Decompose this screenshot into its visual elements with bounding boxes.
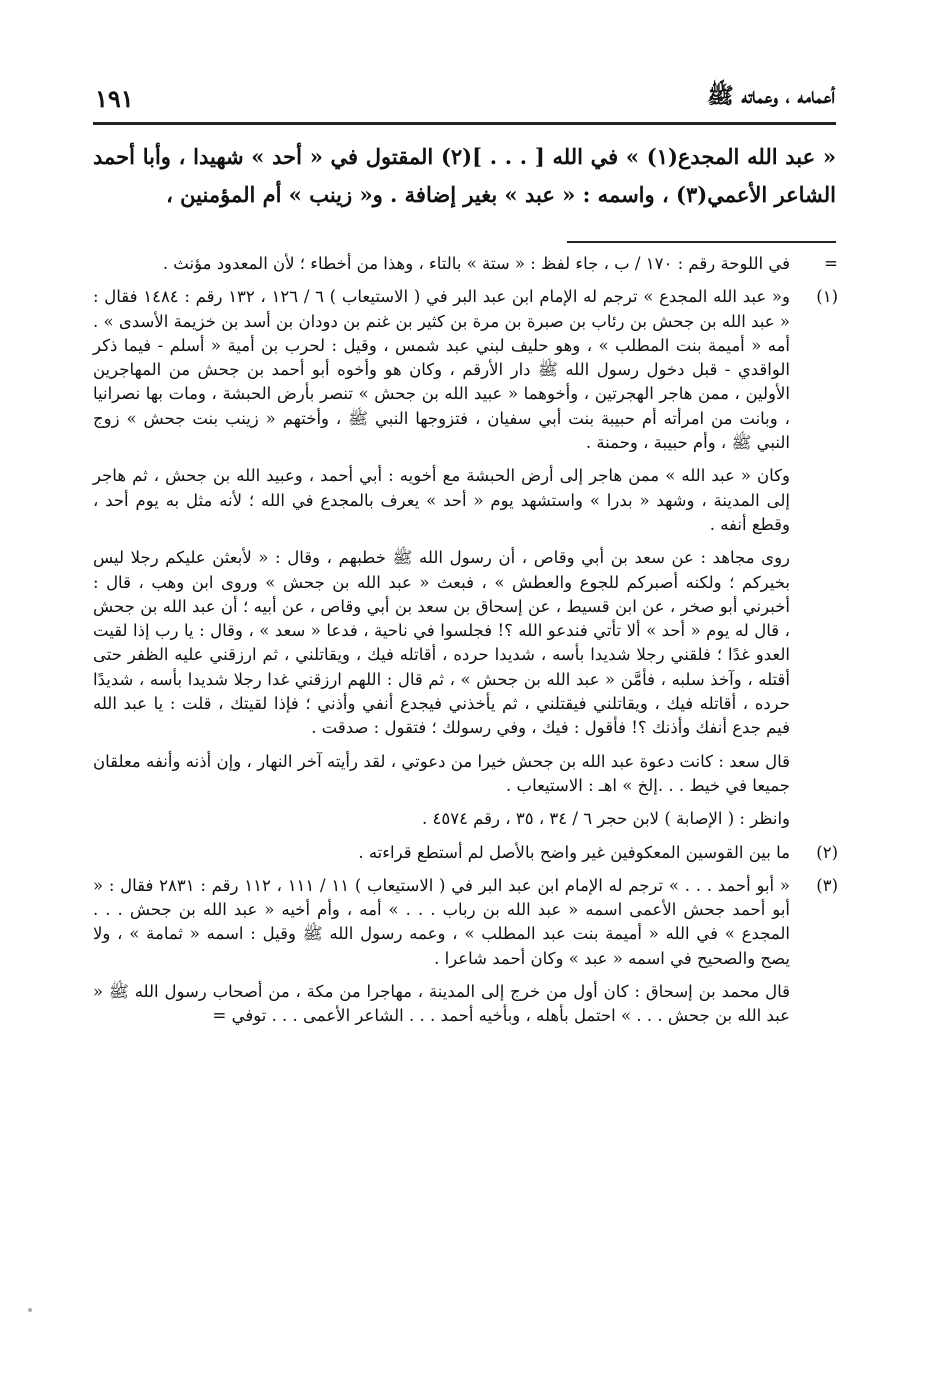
footnote-paragraph: ما بين القوسين المعكوفين غير واضح بالأصل لم أستطع قراءته . bbox=[358, 842, 790, 862]
footnote-paragraph: وانظر : ( الإصابة ) لابن حجر ٦ / ٣٤ ، ٣٥ ، رقم ٤٥٧٤ . bbox=[421, 809, 790, 829]
footnote bbox=[93, 874, 838, 1029]
running-header bbox=[95, 78, 835, 118]
footnote-body bbox=[93, 841, 790, 865]
footnote-body bbox=[93, 252, 790, 276]
footnote-marker: = bbox=[824, 254, 838, 273]
footnote-paragraph: قال محمد بن إسحاق : كان أول من خرج إلى المدينة ، مهاجرا من مكة ، من أصحاب رسول الله ﷺ « عبد الله بن جحش . . . » احتمل بأهله ، وبأخيه أحمد . . . الشاعر الأعمى . . . توفي = bbox=[93, 982, 790, 1026]
footnote-paragraph: روى مجاهد : عن سعد بن أبي وقاص ، أن رسول الله ﷺ خطبهم ، وقال : « لأبعثن عليكم رجلا ليس بخيركم ؛ ولكنه أصبركم للجوع والعطش » ، فبعث « عبد الله بن جحش » وروى ابن وهب ، قال : أخبرني أبو صخر ، عن ابن قسيط ، عن إسحاق بن سعد بن أبي وقاص ، عن أبيه ؛ أن عبد الله بن جحش ، قال له يوم « أحد » ألا تأتي فندعو الله ؟! فجلسوا في ناحية ، فدعا « سعد » ، وقال : يا رب إذا لقيت العدو غدًا ؛ فلقني رجلا شديدا بأسه ، شديدا حرده ، أقاتله فيك ، ويقاتلني ، ثم ارزقني عليه الظفر حتى أقتله ، وآخذ سلبه ، فأمَّن « عبد الله بن جحش » ، ثم قال : اللهم ارزقني غدا رجلا شديدا بأسه ، شديدًا حرده ، أقاتله فيك ، ويقاتلني فيقتلني ، ثم يأخذني فيجدع أنفي وأذني ؛ فإذا لقيتك ، قلت : يا عبد الله فيم جدع أنفك وأذنك ؟! فأقول : فيك ، وفي رسولك ؛ فتقول : صدقت . bbox=[93, 548, 790, 738]
running-title: أعمامه ، وعماته ﷺ bbox=[707, 83, 835, 109]
footnote-paragraph: قال سعد : كانت دعوة عبد الله بن جحش خيرا من دعوتي ، لقد رأيته آخر النهار ، وإن أذنه وأنفه معلقان جميعا في خيط . . .إلخ » اهـ : الاستيعاب . bbox=[93, 751, 790, 795]
footnote-body bbox=[93, 285, 790, 831]
footnote-marker: (١) bbox=[816, 287, 838, 307]
footnote bbox=[93, 285, 838, 831]
footnote bbox=[93, 252, 838, 276]
page-number: ١٩١ bbox=[95, 83, 134, 113]
header-rule bbox=[93, 122, 836, 125]
footnote-paragraph: « أبو أحمد . . . » ترجم له الإمام ابن عبد البر في ( الاستيعاب ) ١١ / ١١١ ، ١١٢ رقم : ٢٨٣١ فقال : « أبو أحمد جحش الأعمى اسمه « عبد الله بن رباب . . . » أمه ، وأم أخيه « عبد الله بن جحش . . . المجدع » في الله « أميمة بنت عبد المطلب » ، وعمه رسول الله ﷺ وقيل : اسمه « ثمامة » ، ولا يصح والصحيح في اسمه « عبد » وكان أحمد شاعرا . bbox=[93, 875, 790, 968]
footnotes bbox=[93, 252, 838, 1038]
footnote-separator bbox=[567, 241, 836, 243]
margin-speck bbox=[28, 1308, 32, 1312]
main-paragraph: « عبد الله المجدع(١) » في الله [ . . . ](٢) المقتول في « أحد » شهيدا ، وأبا أحمد الشاعر الأعمي(٣) ، واسمه : « عبد » بغير إضافة . و« زينب » أم المؤمنين ، bbox=[93, 144, 836, 207]
footnote-marker: (٢) bbox=[816, 842, 838, 862]
footnote-marker: (٣) bbox=[816, 875, 838, 895]
footnote-paragraph: و« عبد الله المجدع » ترجم له الإمام ابن عبد البر في ( الاستيعاب ) ٦ / ١٢٦ ، ١٣٢ رقم : ١٤٨٤ فقال : « عبد الله بن جحش بن رئاب بن صبرة بن مرة بن كثير بن غنم بن دودان بن أسد بن خزيمة الأسدى » . أمه « أميمة بنت المطلب » ، وهو حليف لبني عبد شمس ، وقيل : لحرب بن أمية « أسلم - فيما ذكر الواقدي - قبل دخول رسول الله ﷺ دار الأرقم ، وكان هو وأخوه أبو أحمد بن جحش من المهاجرين الأولين ، ممن هاجر الهجرتين ، وأخوهما « عبيد الله بن جحش » تنصر بأرض الحبشة ، ومات بها نصرانيا ، وبانت من امرأته أم حبيبة بنت أبي سفيان ، فتزوجها النبي ﷺ ، وأختهم « زينب بنت جحش » زوج النبي ﷺ ، وأم حبيبة ، وحمنة . bbox=[93, 287, 790, 453]
footnote-body bbox=[93, 874, 790, 1029]
footnote-paragraph: في اللوحة رقم : ١٧٠ / ب ، جاء لفظ : « ستة » بالتاء ، وهذا من أخطاء ؛ لأن المعدود مؤنث . bbox=[162, 254, 790, 273]
footnote-paragraph: وكان « عبد الله » ممن هاجر إلى أرض الحبشة مع أخويه : أبي أحمد ، وعبيد الله بن جحش ، ثم هاجر إلى المدينة ، وشهد « بدرا » واستشهد يوم « أحد » يعرف بالمجدع في الله ؛ لأنه مثل به يوم أحد ، وقطع أنفه . bbox=[93, 466, 791, 534]
main-text-block bbox=[93, 138, 836, 214]
footnote bbox=[93, 841, 838, 865]
